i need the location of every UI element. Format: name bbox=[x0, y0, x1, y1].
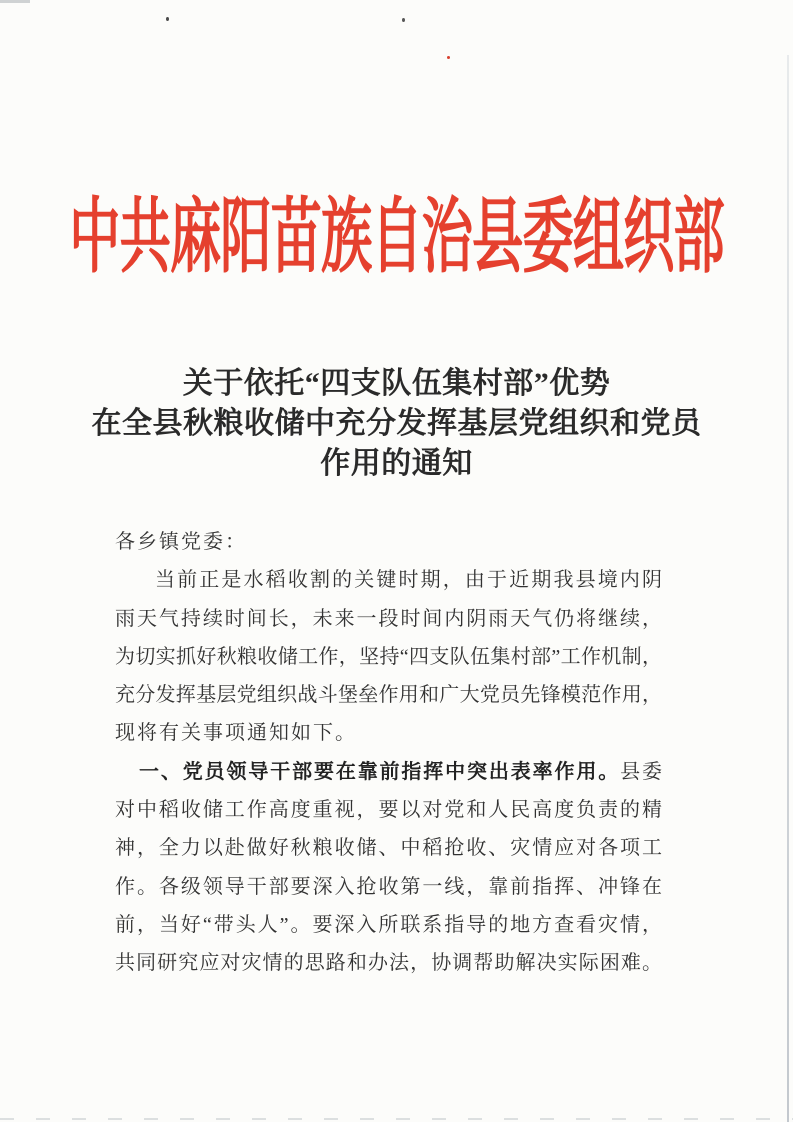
body-segment-text: 神，全力以赴做好秋粮收储、中稻抢收、灾情应对各项工 bbox=[115, 837, 662, 860]
scan-edge-line bbox=[787, 55, 789, 1122]
scan-speck bbox=[447, 56, 450, 59]
body-segment-text: 充分发挥基层党组织战斗堡垒作用和广大党员先锋模范作用， bbox=[115, 684, 662, 707]
body-segment-text: 共同研究应对灾情的思路和办法，协调帮助解决实际困难。 bbox=[115, 952, 662, 975]
document-title bbox=[0, 364, 793, 484]
document-title-line: 在全县秋粮收储中充分发挥基层党组织和党员 bbox=[91, 407, 702, 440]
body-segment-text: 为切实抓好秋粮收储工作，坚持“四支队伍集村部”工作机制， bbox=[115, 645, 662, 668]
body-line bbox=[115, 600, 662, 638]
body-line bbox=[115, 753, 662, 791]
body-line bbox=[115, 791, 662, 829]
body-line bbox=[115, 638, 662, 676]
body-line bbox=[115, 714, 662, 752]
body-segment-text: 县委 bbox=[620, 760, 662, 783]
body-text bbox=[115, 523, 662, 983]
body-segment-text: 各乡镇党委： bbox=[115, 531, 247, 553]
document-title-line: 关于依托“四支队伍集村部”优势 bbox=[182, 367, 611, 400]
body-line bbox=[115, 523, 662, 561]
body-segment-text: 对中稻收储工作高度重视，要以对党和人民高度负责的精 bbox=[115, 799, 662, 822]
body-line bbox=[115, 829, 662, 867]
body-line bbox=[115, 676, 662, 714]
body-segment-text: 现将有关事项通知如下。 bbox=[115, 722, 357, 745]
body-line bbox=[115, 944, 662, 982]
body-line bbox=[115, 561, 662, 599]
scan-edge-line bbox=[0, 1118, 793, 1120]
scan-speck bbox=[166, 17, 169, 21]
letterhead-organization-name: 中共麻阳苗族自治县委组织部 bbox=[69, 191, 724, 283]
body-segment-text: 雨天气持续时间长，未来一段时间内阴雨天气仍将继续， bbox=[115, 607, 662, 630]
document-title-line: 作用的通知 bbox=[320, 447, 473, 480]
scan-speck bbox=[402, 18, 405, 22]
body-line bbox=[115, 906, 662, 944]
body-line bbox=[115, 868, 662, 906]
body-segment-text: 作。各级领导干部要深入抢收第一线，靠前指挥、冲锋在 bbox=[115, 875, 662, 898]
body-segment-text: 当前正是水稻收割的关键时期，由于近期我县境内阴 bbox=[155, 569, 662, 592]
scan-smudge bbox=[0, 0, 30, 3]
body-emphasis-text: 一、党员领导干部要在靠前指挥中突出表率作用。 bbox=[139, 760, 621, 783]
body-segment-text: 前，当好“带头人”。要深入所联系指导的地方查看灾情， bbox=[115, 913, 662, 936]
